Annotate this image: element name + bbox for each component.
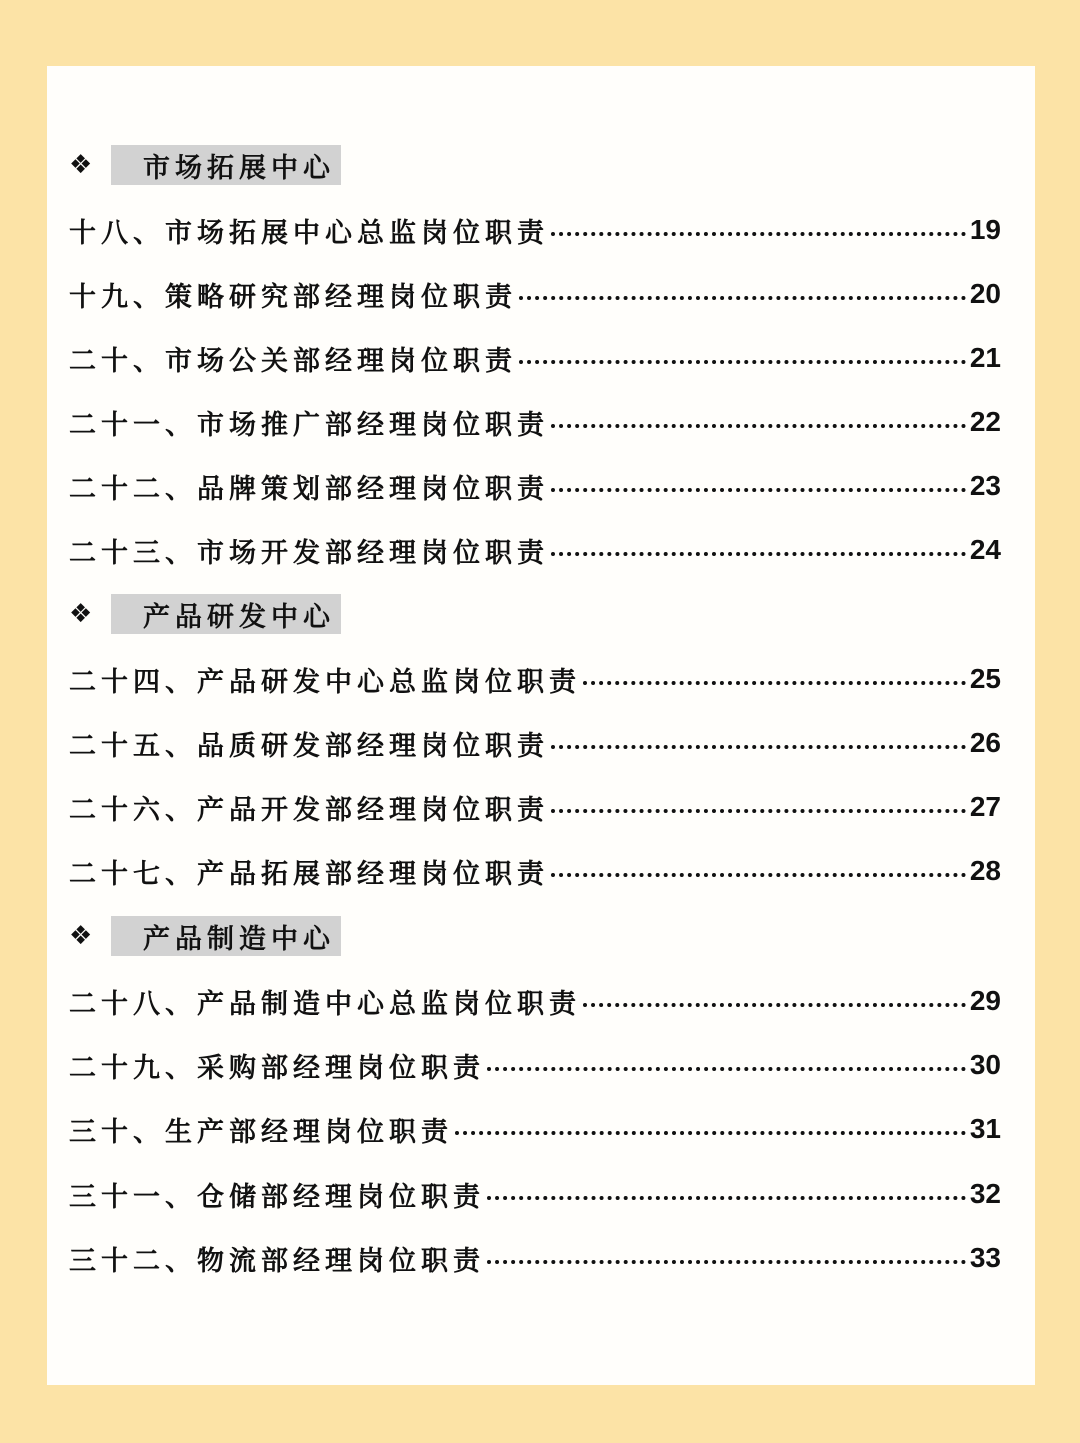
toc-page-number: 28 — [969, 855, 1001, 886]
toc-page-number: 21 — [969, 342, 1001, 373]
dot-leader — [551, 232, 966, 236]
toc-entry[interactable] — [69, 396, 1001, 448]
toc-entry[interactable] — [69, 332, 1001, 384]
toc-entry[interactable] — [69, 1039, 1001, 1091]
diamond-bullet-icon: ❖ — [69, 599, 93, 629]
toc-page-number: 22 — [969, 406, 1001, 437]
toc-entry-title: 三十、生产部经理岗位职责 — [69, 1116, 453, 1148]
dot-leader — [519, 360, 966, 364]
toc-entry-title: 十九、策略研究部经理岗位职责 — [69, 281, 517, 313]
dot-leader — [487, 1196, 966, 1200]
section-title: 产品制造中心 — [111, 916, 341, 956]
toc-entry[interactable] — [69, 975, 1001, 1027]
toc-page-number: 25 — [969, 663, 1001, 694]
toc-entry[interactable] — [69, 460, 1001, 512]
dot-leader — [551, 488, 966, 492]
toc-page-number: 27 — [969, 791, 1001, 822]
toc-entry[interactable] — [69, 268, 1001, 320]
toc-page-number: 32 — [969, 1178, 1001, 1209]
toc-entry[interactable] — [69, 204, 1001, 256]
dot-leader — [583, 681, 966, 685]
section-heading-product-manufacturing — [69, 910, 1001, 962]
toc-entry-title: 三十二、物流部经理岗位职责 — [69, 1245, 485, 1277]
section-title: 市场拓展中心 — [111, 145, 341, 185]
toc-entry-title: 二十七、产品拓展部经理岗位职责 — [69, 858, 549, 890]
toc-page-number: 23 — [969, 470, 1001, 501]
toc-page-number: 29 — [969, 985, 1001, 1016]
dot-leader — [487, 1260, 966, 1264]
dot-leader — [551, 873, 966, 877]
toc-page-number: 20 — [969, 278, 1001, 309]
toc-page-number: 26 — [969, 727, 1001, 758]
toc-entry[interactable] — [69, 845, 1001, 897]
toc-entry-title: 二十、市场公关部经理岗位职责 — [69, 345, 517, 377]
dot-leader — [519, 296, 966, 300]
dot-leader — [487, 1067, 966, 1071]
toc-entry-title: 二十一、市场推广部经理岗位职责 — [69, 409, 549, 441]
toc-entry-title: 二十五、品质研发部经理岗位职责 — [69, 730, 549, 762]
toc-page-number: 31 — [969, 1113, 1001, 1144]
toc-entry[interactable] — [69, 1103, 1001, 1155]
toc-entry[interactable] — [69, 653, 1001, 705]
toc-entry-title: 二十二、品牌策划部经理岗位职责 — [69, 473, 549, 505]
diamond-bullet-icon: ❖ — [69, 921, 93, 951]
toc-entry[interactable] — [69, 781, 1001, 833]
section-heading-market-expansion — [69, 139, 1001, 191]
section-title: 产品研发中心 — [111, 594, 341, 634]
toc-entry-title: 二十九、采购部经理岗位职责 — [69, 1052, 485, 1084]
toc-entry[interactable] — [69, 1168, 1001, 1220]
dot-leader — [551, 552, 966, 556]
toc-entry[interactable] — [69, 524, 1001, 576]
diamond-bullet-icon: ❖ — [69, 150, 93, 180]
dot-leader — [551, 745, 966, 749]
toc-entry-title: 二十四、产品研发中心总监岗位职责 — [69, 666, 581, 698]
toc-page-number: 30 — [969, 1049, 1001, 1080]
toc-entry[interactable] — [69, 717, 1001, 769]
toc-entry-title: 三十一、仓储部经理岗位职责 — [69, 1181, 485, 1213]
toc-entry-title: 十八、市场拓展中心总监岗位职责 — [69, 217, 549, 249]
dot-leader — [583, 1003, 966, 1007]
toc-page-number: 19 — [969, 214, 1001, 245]
toc-page-number: 24 — [969, 534, 1001, 565]
section-heading-product-rd — [69, 588, 1001, 640]
dot-leader — [455, 1131, 966, 1135]
dot-leader — [551, 809, 966, 813]
toc-page-number: 33 — [969, 1242, 1001, 1273]
toc-entry-title: 二十三、市场开发部经理岗位职责 — [69, 537, 549, 569]
toc-entry[interactable] — [69, 1232, 1001, 1284]
toc-entry-title: 二十六、产品开发部经理岗位职责 — [69, 794, 549, 826]
toc-entry-title: 二十八、产品制造中心总监岗位职责 — [69, 988, 581, 1020]
document-page — [47, 66, 1035, 1385]
dot-leader — [551, 424, 966, 428]
